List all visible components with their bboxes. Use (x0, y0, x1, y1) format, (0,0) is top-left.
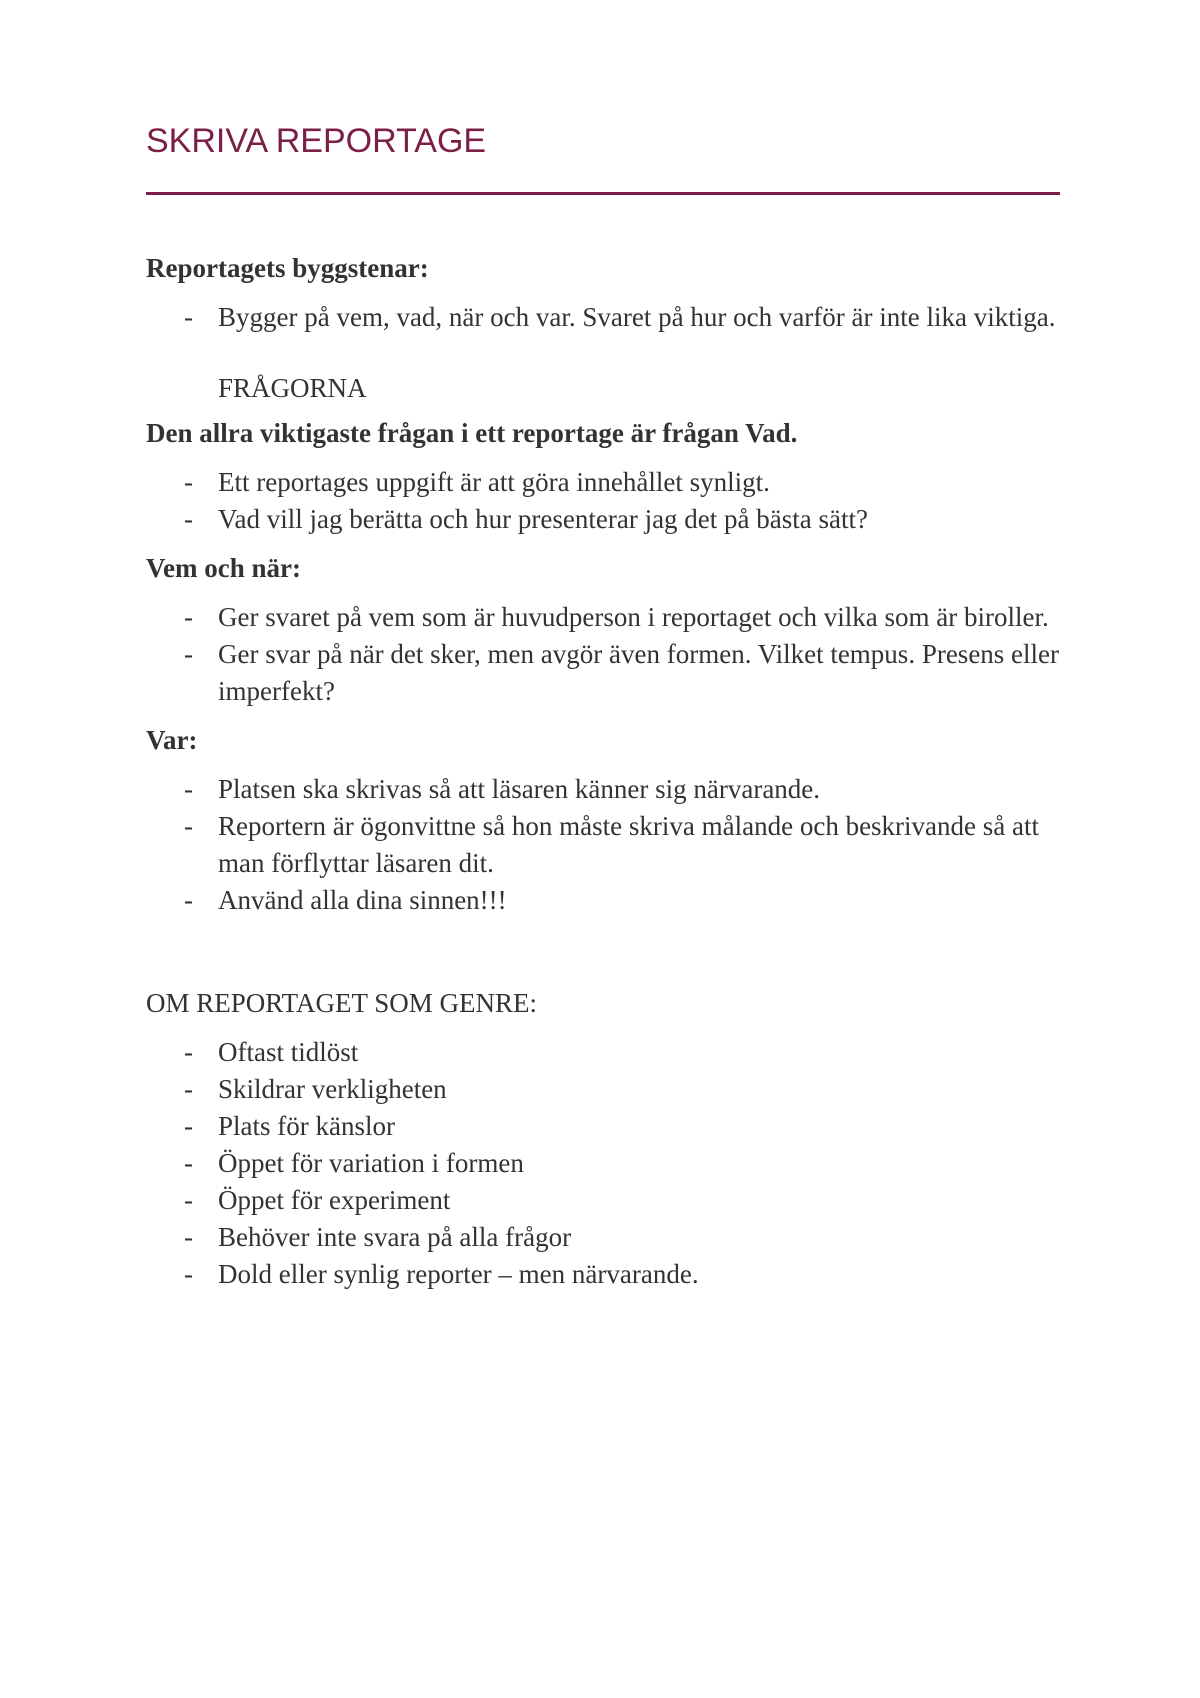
bullet-dash: - (184, 639, 193, 669)
document-body (146, 250, 1066, 1305)
list-item-text: Plats för känslor (218, 1111, 395, 1141)
bullet-dash: - (184, 1111, 193, 1141)
heading-genre: OM REPORTAGET SOM GENRE: (146, 988, 537, 1018)
list-item (146, 299, 1066, 336)
page-title: SKRIVA REPORTAGE (146, 122, 487, 160)
bullet-dash: - (184, 1148, 193, 1178)
bullet-dash: - (184, 1037, 193, 1067)
heading-vem-nar: Vem och när: (146, 553, 301, 583)
list-item-text: Bygger på vem, vad, när och var. Svaret på hur och varför är inte lika viktiga. (218, 302, 1056, 332)
list-item (146, 1071, 1066, 1108)
title-divider (146, 192, 1060, 195)
subnote-fragorna: FRÅGORNA (218, 373, 367, 403)
list-item (146, 1108, 1066, 1145)
list-vem-nar (146, 599, 1066, 710)
bullet-dash: - (184, 1074, 193, 1104)
section-gap (146, 931, 1066, 985)
bullet-dash: - (184, 885, 193, 915)
list-item-text: Oftast tidlöst (218, 1037, 359, 1067)
list-item-text: Öppet för variation i formen (218, 1148, 524, 1178)
list-item (146, 464, 1066, 501)
list-item-text: Skildrar verkligheten (218, 1074, 447, 1104)
bullet-dash: - (184, 811, 193, 841)
list-vad (146, 464, 1066, 538)
list-item (146, 1219, 1066, 1256)
list-item (146, 599, 1066, 636)
list-item-text: Vad vill jag berätta och hur presenterar jag det på bästa sätt? (218, 504, 868, 534)
heading-vad: Den allra viktigaste frågan i ett reportage är frågan Vad. (146, 418, 798, 448)
list-item (146, 501, 1066, 538)
heading-byggstenar: Reportagets byggstenar: (146, 253, 429, 283)
list-var (146, 771, 1066, 919)
list-item (146, 1182, 1066, 1219)
list-item (146, 882, 1066, 919)
list-item (146, 636, 1066, 710)
bullet-dash: - (184, 467, 193, 497)
list-item (146, 1034, 1066, 1071)
list-item-text: Platsen ska skrivas så att läsaren känner sig närvarande. (218, 774, 821, 804)
bullet-dash: - (184, 602, 193, 632)
list-item-text: Reportern är ögonvittne så hon måste skriva målande och beskrivande så att man förflyttar läsaren dit. (218, 811, 1039, 878)
list-item-text: Öppet för experiment (218, 1185, 451, 1215)
list-item-text: Använd alla dina sinnen!!! (218, 885, 507, 915)
list-item (146, 1145, 1066, 1182)
bullet-dash: - (184, 302, 193, 332)
bullet-dash: - (184, 1222, 193, 1252)
list-item-text: Ger svar på när det sker, men avgör även formen. Vilket tempus. Presens eller imperfekt? (218, 639, 1060, 706)
list-item (146, 808, 1066, 882)
list-item (146, 1256, 1066, 1293)
list-item-text: Behöver inte svara på alla frågor (218, 1222, 572, 1252)
list-item (146, 771, 1066, 808)
bullet-dash: - (184, 774, 193, 804)
bullet-dash: - (184, 504, 193, 534)
heading-var: Var: (146, 725, 198, 755)
bullet-dash: - (184, 1259, 193, 1289)
list-item-text: Ett reportages uppgift är att göra innehållet synligt. (218, 467, 770, 497)
list-genre (146, 1034, 1066, 1293)
list-byggstenar (146, 299, 1066, 336)
list-item-text: Ger svaret på vem som är huvudperson i reportaget och vilka som är biroller. (218, 602, 1049, 632)
list-item-text: Dold eller synlig reporter – men närvarande. (218, 1259, 699, 1289)
bullet-dash: - (184, 1185, 193, 1215)
